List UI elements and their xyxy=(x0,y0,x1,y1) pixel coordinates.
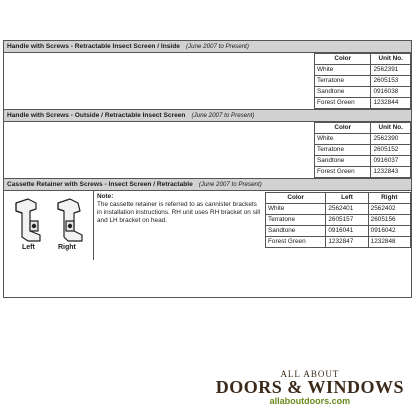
section-header xyxy=(4,178,411,191)
table-row xyxy=(266,226,411,237)
table-row xyxy=(315,98,411,109)
header-color: Color xyxy=(266,193,326,204)
right-cell: 2562402 xyxy=(368,204,410,215)
unit-cell: 1232844 xyxy=(371,98,411,109)
brand-logo xyxy=(216,369,404,406)
section-date: (June 2007 to Present) xyxy=(191,112,255,119)
unit-cell: 1232843 xyxy=(371,167,411,178)
section-header xyxy=(4,40,411,53)
section-title: Handle with Screws - Retractable Insect Screen / Inside xyxy=(7,43,180,50)
table-row xyxy=(315,167,411,178)
table-row xyxy=(315,76,411,87)
unit-cell: 2562391 xyxy=(371,65,411,76)
brand-url: allaboutdoors.com xyxy=(269,396,351,406)
table-row xyxy=(266,204,411,215)
table-row xyxy=(266,237,411,248)
image-label-right: Right xyxy=(58,244,76,251)
color-unit-table xyxy=(314,122,411,178)
unit-cell: 0916037 xyxy=(371,156,411,167)
table-row xyxy=(315,65,411,76)
color-left-right-table xyxy=(265,192,411,248)
header-color: Color xyxy=(315,123,371,134)
header-unit: Unit No. xyxy=(371,123,411,134)
color-cell: Forest Green xyxy=(266,237,326,248)
color-cell: Sandtone xyxy=(315,156,371,167)
section-date: (June 2007 to Present) xyxy=(185,43,249,50)
note-text: The cassette retainer is referred to as cannister brackets in installation instructions. RH unit uses RH bracket on sill and LH bracket on head. xyxy=(97,201,261,224)
color-cell: Forest Green xyxy=(315,167,371,178)
color-cell: White xyxy=(315,134,371,145)
unit-cell: 0916038 xyxy=(371,87,411,98)
color-cell: Sandtone xyxy=(266,226,326,237)
color-cell: Terratone xyxy=(266,215,326,226)
section-date: (June 2007 to Present) xyxy=(198,181,262,188)
brand-line1: ALL ABOUT xyxy=(280,369,340,379)
color-cell: Terratone xyxy=(315,145,371,156)
table-row xyxy=(266,215,411,226)
unit-cell: 2562390 xyxy=(371,134,411,145)
header-left: Left xyxy=(326,193,368,204)
parts-document xyxy=(3,40,412,298)
left-cell: 1232847 xyxy=(326,237,368,248)
unit-cell: 2605152 xyxy=(371,145,411,156)
color-cell: White xyxy=(266,204,326,215)
color-cell: White xyxy=(315,65,371,76)
note-title: Note: xyxy=(97,193,114,200)
section-header xyxy=(4,109,411,122)
color-unit-table xyxy=(314,53,411,109)
left-cell: 2562401 xyxy=(326,204,368,215)
section-title: Cassette Retainer with Screws - Insect Screen / Retractable xyxy=(7,181,193,188)
color-cell: Sandtone xyxy=(315,87,371,98)
brand-line2: DOORS & WINDOWS xyxy=(215,377,404,397)
table-row xyxy=(315,87,411,98)
section-title: Handle with Screws - Outside / Retractable Insect Screen xyxy=(7,112,186,119)
header-unit: Unit No. xyxy=(371,54,411,65)
image-box xyxy=(4,191,94,260)
table-row xyxy=(315,156,411,167)
left-cell: 2605157 xyxy=(326,215,368,226)
header-right: Right xyxy=(368,193,410,204)
header-color: Color xyxy=(315,54,371,65)
right-cell: 2605156 xyxy=(368,215,410,226)
unit-cell: 2605153 xyxy=(371,76,411,87)
note-block xyxy=(97,193,262,225)
image-label-left: Left xyxy=(22,244,35,251)
cassette-retainer-image xyxy=(10,197,88,243)
left-cell: 0916041 xyxy=(326,226,368,237)
color-cell: Terratone xyxy=(315,76,371,87)
table-row xyxy=(315,145,411,156)
color-cell: Forest Green xyxy=(315,98,371,109)
table-row xyxy=(315,134,411,145)
right-cell: 1232848 xyxy=(368,237,410,248)
right-cell: 0916042 xyxy=(368,226,410,237)
